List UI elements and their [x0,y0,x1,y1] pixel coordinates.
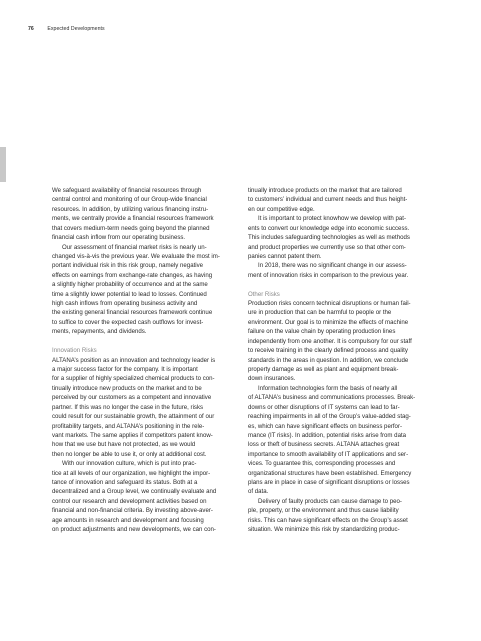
paragraph: We safeguard availability of financial resources through central control and monitoring of our Group-wide financial resources. In addition, by utilizing various financing instru- ments, we centrally provide a financial resources framework that covers medium-term needs going beyond the planned financial cash inflow from our operating business. [52,187,214,242]
section-title: Expected Developments [47,26,105,32]
section-heading-other-risks: Other Risks [248,290,280,298]
section-heading-innovation-risks: Innovation Risks [52,347,97,355]
paragraph: Information technologies form the basis of nearly all of ALTANA’s business and communications processes. Break- downs or other disruptions of IT systems can lead to far- reaching impairments in all of the Group’s value-added stag- es, which can have significant effects on business perfor- mance (IT risks). In addition, potential risks arise from data loss or theft of business secrets. ALTANA attaches great importance to smooth availability of IT applications and ser- vices. To guarantee this, corresponding processes and organizational structures have been established. Emergency plans are in place in case of significant disruptions or losses of data. [248,384,416,496]
paragraph: Production risks concern technical disruptions or human fail- ure in production that can be harmful to people or the environment. Our goal is to minimize the effects of machine failure on the value chain by operating production lines independently from one another. It is compulsory for our staff to receive training in the clearly defined process and quality standards in the areas in question. In addition, we conclude property damage as well as plant and equipment break- down insurances. [248,300,412,383]
paragraph: tinually introduce products on the market that are tailored to customers’ individual and current needs and thus height- en our competitive edge. [248,187,408,213]
page-header [28,26,105,32]
left-column [52,186,237,535]
paragraph: In 2018, there was no significant change in our assess- ment of innovation risks in comparison to the previous year. [248,262,409,279]
paragraph: It is important to protect knowhow we develop with pat- ents to convert our knowledge edge into economic success. This includes safeguarding technologies as well as methods and product properties we currently use so that other com- panies cannot patent them. [248,215,410,260]
side-tab-marker [0,147,6,182]
page-number: 76 [28,26,34,32]
paragraph: Our assessment of financial market risks is nearly un- changed vis-à-vis the previous year. We evaluate the most im- portant individual risk in this risk group, namely negative effects on earnings from exchange-rate changes, as having a slightly higher probability of occurrence and at the same time a slightly lower potential to lead to losses. Continued high cash inflows from operating business activity and the existing general financial resources framework continue to suffice to cover the expected cash outflows for invest- ments, repayments, and dividends. [52,243,220,336]
paragraph: ALTANA’s position as an innovation and technology leader is a major success factor for the company. It is important for a supplier of highly specialized chemical products to con- tinually introduce new products on the market and to be perceived by our customers as a competent and innovative partner. If this was no longer the case in the future, risks could result for our sustainable growth, the attainment of our profitability targets, and ALTANA’s positioning in the rele- vant markets. The same applies if competitors patent know- how that we use but have not protected, as we would then no longer be able to use it, or only at additional cost. [52,356,216,458]
paragraph: Delivery of faulty products can cause damage to peo- ple, property, or the environment and thus cause liability risks. This can have significant effects on the Group’s asset situation. We minimize this risk by standardizing produc- [248,497,408,534]
right-column [248,186,433,535]
paragraph: With our innovation culture, which is put into prac- tice at all levels of our organization, we highlight the impor- tance of innovation and safeguard its status. Both at a decentralized and a Group level, we continually evaluate and control our research and development activities based on financial and non-financial criteria. By investing above-aver- age amounts in research and development and focusing on product adjustments and new developments, we can con- [52,460,217,534]
